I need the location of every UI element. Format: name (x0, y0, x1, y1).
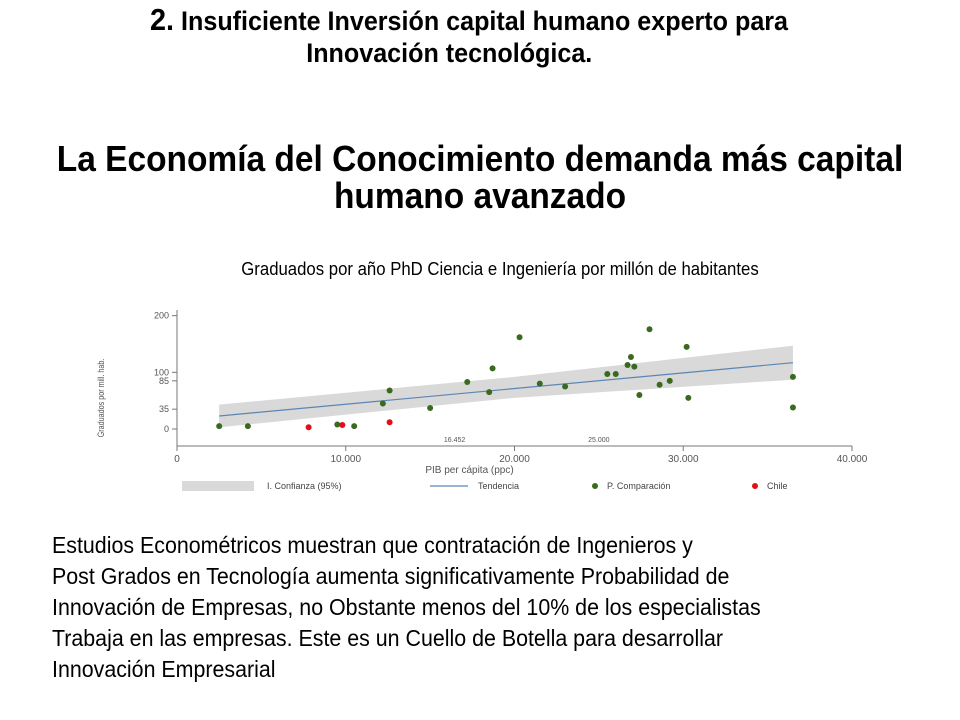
y-tick-label: 85 (158, 375, 169, 386)
legend-dot-swatch (592, 483, 598, 489)
comparison-point (380, 401, 386, 407)
heading-number: 2. (150, 2, 175, 37)
comparison-point (562, 384, 568, 390)
body-line-4: Trabaja en las empresas. Este es un Cuello de Botella para desarrollar (52, 625, 723, 651)
y-tick-label: 100 (153, 367, 169, 378)
x-tick-label: 20.000 (499, 454, 530, 465)
comparison-point (486, 389, 492, 395)
comparison-point (790, 374, 796, 380)
confidence-band (219, 346, 793, 428)
x-tick-label: 10.000 (330, 454, 362, 465)
body-line-1: Estudios Econométricos muestran que contratación de Ingenieros y (52, 532, 693, 558)
comparison-point (334, 421, 340, 427)
chile-point (306, 424, 312, 430)
chile-point (387, 419, 393, 425)
legend-band-swatch (182, 481, 254, 491)
heading-line1: Insuficiente Inversión capital humano experto para (181, 6, 789, 36)
chile-point (339, 422, 345, 428)
comparison-point (628, 354, 634, 360)
comparison-point (216, 423, 222, 429)
y-tick-label: 35 (158, 404, 169, 415)
comparison-point (657, 382, 663, 388)
comparison-point (625, 362, 631, 368)
slide-heading (150, 4, 885, 69)
comparison-point (537, 381, 543, 387)
legend-label-trend: Tendencia (478, 481, 520, 491)
comparison-point (790, 404, 796, 410)
comparison-point (490, 365, 496, 371)
comparison-point (647, 326, 653, 332)
legend-label-comparison: P. Comparación (607, 481, 671, 491)
x-tick-label: 40.000 (836, 454, 868, 465)
y-tick-label: 0 (163, 424, 169, 434)
legend-dot-swatch (752, 483, 758, 489)
body-line-3: Innovación de Empresas, no Obstante menos del 10% de los especialistas (52, 594, 761, 620)
x-tick-label: 30.000 (667, 454, 699, 465)
heading-line2: Innovación tecnológica. (306, 38, 593, 68)
y-tick-label: 200 (153, 310, 169, 321)
x-annotation-label: 25.000 (588, 437, 610, 444)
trend-line (219, 363, 793, 416)
comparison-point (387, 387, 393, 393)
x-axis-label: PIB per cápita (ppc) (425, 465, 514, 476)
comparison-point (245, 423, 251, 429)
y-axis-label: Graduados por mill. hab. (96, 358, 107, 438)
main-title (34, 140, 927, 214)
comparison-point (613, 371, 619, 377)
scatter-chart (90, 300, 870, 500)
comparison-point (427, 405, 433, 411)
x-annotation-label: 16.452 (443, 437, 466, 444)
comparison-point (685, 395, 691, 401)
comparison-point (636, 392, 642, 398)
body-line-2: Post Grados en Tecnología aumenta significativamente Probabilidad de (52, 563, 730, 589)
main-title-line1: La Economía del Conocimiento demanda más capital (56, 138, 904, 179)
legend-label-chile: Chile (767, 481, 788, 491)
body-text (52, 530, 908, 685)
comparison-point (604, 371, 610, 377)
chart-subtitle: Graduados por año PhD Ciencia e Ingeniería por millón de habitantes (241, 259, 759, 279)
comparison-point (517, 334, 523, 340)
comparison-point (631, 364, 637, 370)
comparison-point (684, 344, 690, 350)
comparison-point (667, 378, 673, 384)
comparison-point (464, 379, 470, 385)
legend-label-confidence: I. Confianza (95%) (267, 481, 342, 491)
main-title-line2: humano avanzado (333, 175, 627, 216)
x-tick-label: 0 (174, 454, 180, 465)
comparison-point (351, 423, 357, 429)
body-line-5: Innovación Empresarial (52, 656, 276, 682)
